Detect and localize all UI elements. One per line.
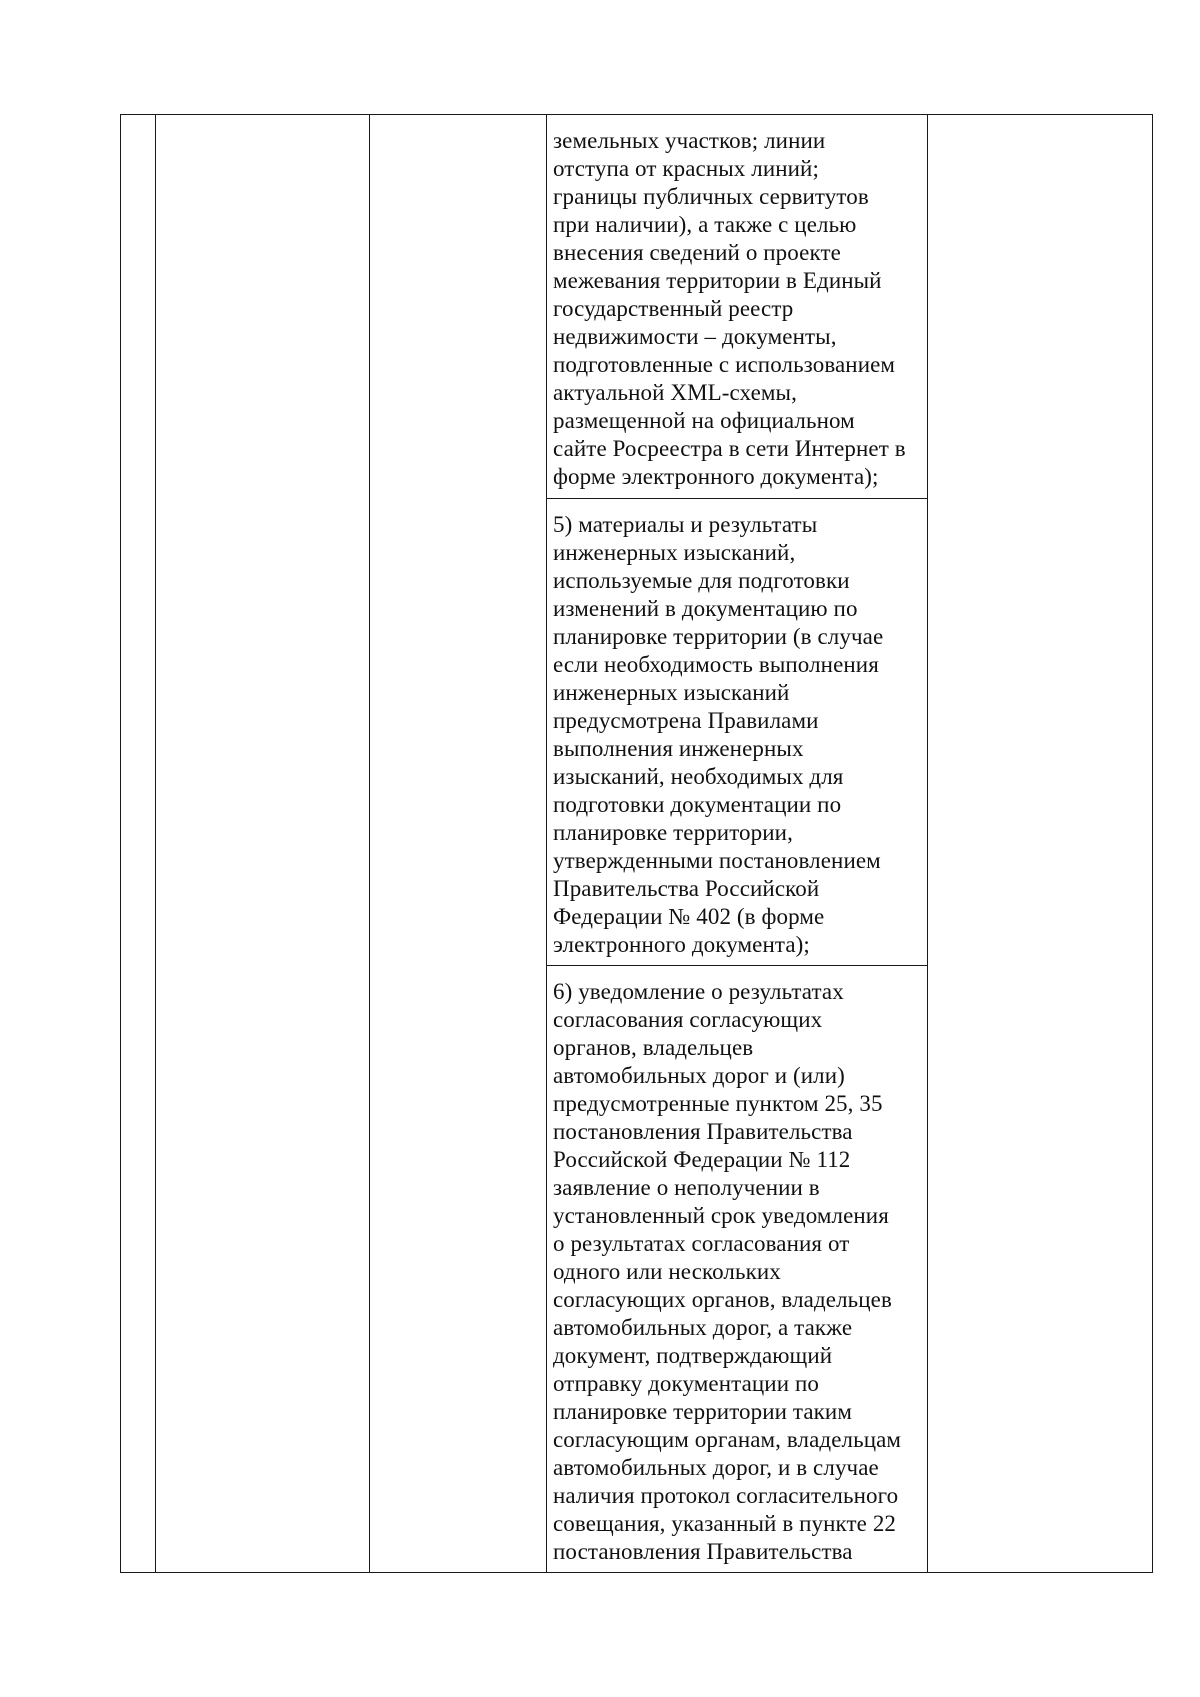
item-5-text <box>553 511 921 959</box>
text-line: наличия протокол согласительного <box>553 1483 899 1508</box>
text-line: если необходимость выполнения <box>553 652 879 677</box>
text-line: постановления Правительства <box>553 1119 853 1144</box>
text-line: недвижимости – документы, <box>553 324 837 349</box>
text-line: 6) уведомление о результатах <box>553 979 844 1004</box>
text-line: планировке территории таким <box>553 1399 852 1424</box>
text-line: планировке территории, <box>553 820 793 845</box>
text-line: совещания, указанный в пункте 22 <box>553 1511 897 1536</box>
text-line: отправку документации по <box>553 1371 819 1396</box>
text-line: автомобильных дорог, а также <box>553 1315 853 1340</box>
number-column-cell <box>121 115 156 1573</box>
text-line: форме электронного документа); <box>553 464 879 489</box>
notes-cell <box>928 115 1153 1573</box>
text-line: Правительства Российской <box>553 876 820 901</box>
text-line: изменений в документацию по <box>553 596 858 621</box>
text-line: автомобильных дорог и (или) <box>553 1063 845 1088</box>
text-line: сайте Росреестра в сети Интернет в <box>553 436 906 461</box>
documents-cell-item-5 <box>547 499 928 966</box>
text-line: отступа от красных линий; <box>553 156 819 181</box>
text-line: межевания территории в Единый <box>553 268 882 293</box>
text-line: автомобильных дорог, и в случае <box>553 1455 879 1480</box>
text-line: границы публичных сервитутов <box>553 184 869 209</box>
text-line: выполнения инженерных <box>553 736 804 761</box>
service-name-cell <box>156 115 370 1573</box>
documents-cell-item-6 <box>547 966 928 1573</box>
text-line: 5) материалы и результаты <box>553 512 818 537</box>
text-line: подготовленные с использованием <box>553 352 896 377</box>
text-line: при наличии), а также с целью <box>553 212 857 237</box>
text-line: Федерации № 402 (в форме <box>553 904 825 929</box>
text-line: предусмотренные пунктом 25, 35 <box>553 1091 883 1116</box>
text-line: документ, подтверждающий <box>553 1343 833 1368</box>
text-line: органов, владельцев <box>553 1035 754 1060</box>
segment-1-text <box>553 127 921 491</box>
text-line: о результатах согласования от <box>553 1231 850 1256</box>
text-line: электронного документа); <box>553 932 810 957</box>
text-line: согласующих органов, владельцев <box>553 1287 892 1312</box>
text-line: инженерных изысканий <box>553 680 790 705</box>
text-line: установленный срок уведомления <box>553 1203 889 1228</box>
item-6-text <box>553 978 921 1566</box>
text-line: государственный реестр <box>553 296 794 321</box>
text-line: используемые для подготовки <box>553 568 850 593</box>
text-line: планировке территории (в случае <box>553 624 884 649</box>
documents-cell-segment-1 <box>547 115 928 499</box>
text-line: одного или нескольких <box>553 1259 781 1284</box>
text-line: предусмотрена Правилами <box>553 708 819 733</box>
text-line: согласующим органам, владельцам <box>553 1427 902 1452</box>
text-line: подготовки документации по <box>553 792 842 817</box>
table-row <box>121 115 1153 499</box>
requirements-table <box>120 114 1153 1573</box>
text-line: изысканий, необходимых для <box>553 764 844 789</box>
text-line: постановления Правительства <box>553 1539 853 1564</box>
text-line: согласования согласующих <box>553 1007 823 1032</box>
text-line: заявление о неполучении в <box>553 1175 820 1200</box>
text-line: утвержденными постановлением <box>553 848 881 873</box>
text-line: инженерных изысканий, <box>553 540 796 565</box>
text-line: земельных участков; линии <box>553 128 826 153</box>
text-line: внесения сведений о проекте <box>553 240 841 265</box>
category-cell <box>370 115 547 1573</box>
text-line: актуальной XML-схемы, <box>553 380 797 405</box>
text-line: Российской Федерации № 112 <box>553 1147 851 1172</box>
text-line: размещенной на официальном <box>553 408 855 433</box>
